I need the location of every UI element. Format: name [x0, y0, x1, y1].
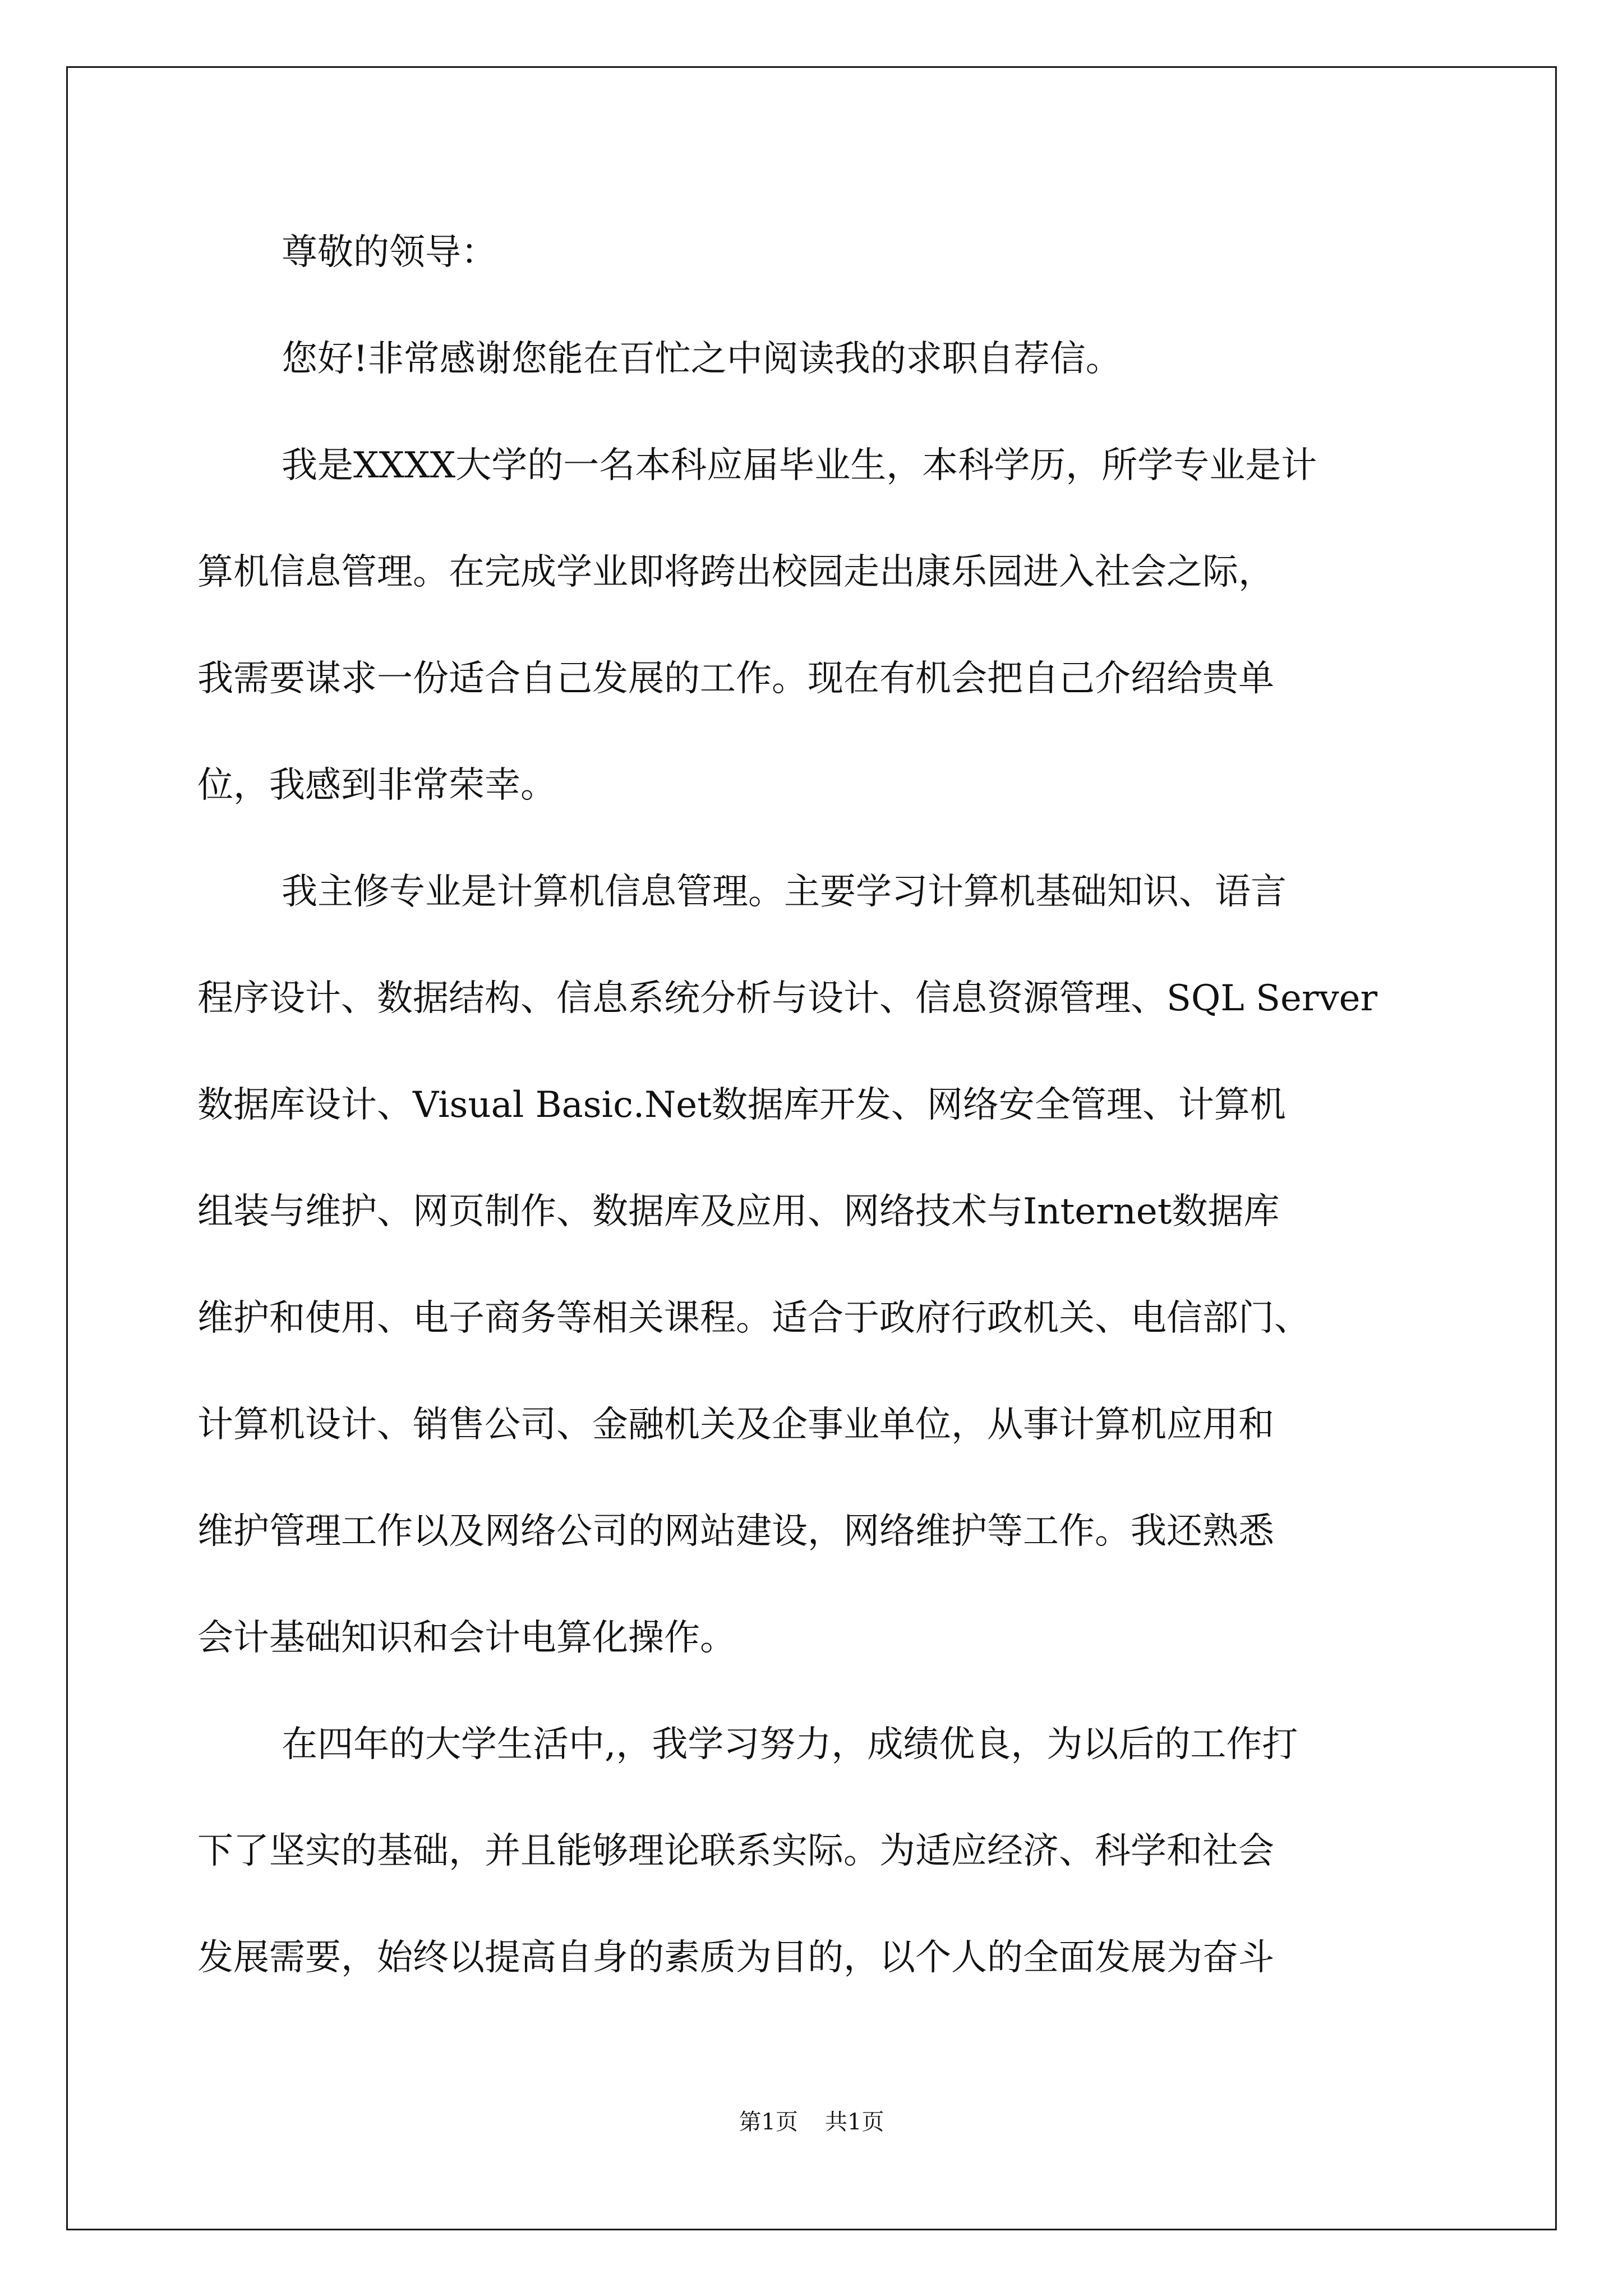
- paragraph-line: 下了坚实的基础，并且能够理论联系实际。为适应经济、科学和社会: [197, 1830, 1274, 1872]
- paragraph-line: 我需要谋求一份适合自己发展的工作。现在有机会把自己介绍给贵单: [197, 658, 1274, 700]
- paragraph-line: 发展需要，始终以提高自身的素质为目的，以个人的全面发展为奋斗: [197, 1937, 1274, 1978]
- paragraph-line: 数据库设计、Visual Basic.Net数据库开发、网络安全管理、计算机: [197, 1084, 1286, 1126]
- paragraph-line: 我是XXXX大学的一名本科应届毕业生，本科学历，所学专业是计: [282, 445, 1317, 486]
- paragraph-line: 组装与维护、网页制作、数据库及应用、网络技术与Internet数据库: [197, 1191, 1280, 1232]
- page-border: [66, 66, 1557, 2230]
- paragraph-line: 在四年的大学生活中,，我学习努力，成绩优良，为以后的工作打: [282, 1724, 1298, 1765]
- page-number: 第1页: [739, 2109, 798, 2135]
- salutation: 尊敬的领导：: [282, 232, 497, 273]
- page-footer: [0, 2108, 1623, 2136]
- paragraph-line: 会计基础知识和会计电算化操作。: [197, 1617, 736, 1659]
- paragraph-line: 维护管理工作以及网络公司的网站建设，网络维护等工作。我还熟悉: [197, 1511, 1274, 1552]
- greeting-paragraph: 您好!非常感谢您能在百忙之中阅读我的求职自荐信。: [282, 338, 1122, 380]
- paragraph-line: 位，我感到非常荣幸。: [197, 765, 556, 806]
- paragraph-line: 维护和使用、电子商务等相关课程。适合于政府行政机关、电信部门、: [197, 1297, 1310, 1339]
- paragraph-line: 程序设计、数据结构、信息系统分析与设计、信息资源管理、SQL Server: [197, 978, 1378, 1019]
- paragraph-line: 我主修专业是计算机信息管理。主要学习计算机基础知识、语言: [282, 871, 1287, 913]
- page-total: 共1页: [825, 2109, 884, 2135]
- paragraph-line: 算机信息管理。在完成学业即将跨出校园走出康乐园进入社会之际，: [197, 551, 1274, 593]
- paragraph-line: 计算机设计、销售公司、金融机关及企事业单位，从事计算机应用和: [197, 1404, 1274, 1446]
